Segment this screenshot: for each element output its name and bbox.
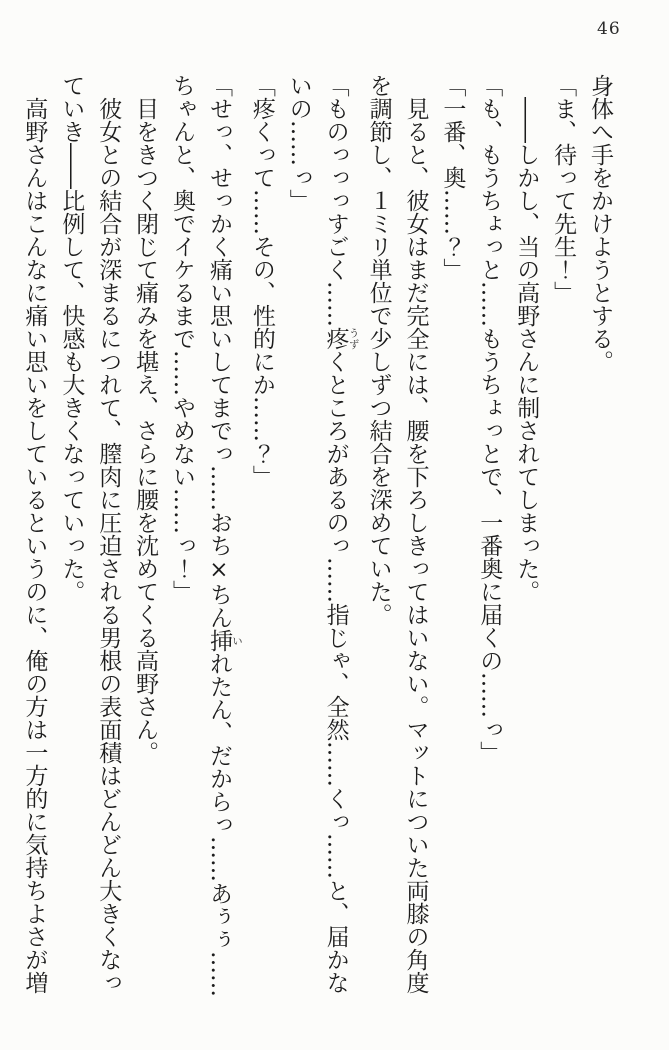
text-line: ていき――比例して、快感も大きくなっていった。 [58, 74, 85, 603]
furigana-ruby: 疼 うず [322, 327, 360, 350]
text-line: ――しかし、当の高野さんに制されてしまった。 [513, 97, 540, 603]
text-line: 「一番、奥……？」 [439, 74, 466, 281]
text-line: 見ると、彼女はまだ完全には、腰を下ろしきってはいない。マットについた両膝の角度 [402, 97, 429, 994]
text-line: ちゃんと、奥でイケるまで……やめない……っ！」 [169, 74, 196, 603]
text-line: 「ものっっっすごく……疼 うずくところがあるのっ……指じゃ、全然……くっ……と、届かな [322, 74, 360, 994]
text-line: 身体へ手をかけようとする。 [587, 74, 613, 373]
page-number: 46 [597, 19, 621, 39]
text-line: を調節し、１ミリ単位で少しずつ結合を深めていた。 [365, 74, 392, 626]
text-line: 「ま、待って先生！」 [550, 74, 577, 304]
text-line: 「疼くって……その、性的にか……？」 [248, 74, 275, 488]
text-line: 「も、もうちょっと……もうちょっとで、一番奥に届くの……っ」 [476, 74, 503, 764]
text-line: 彼女との結合が深まるにつれて、膣肉に圧迫される男根の表面積はどんどん大きくなっ [95, 97, 122, 994]
furigana-ruby: 挿 い [205, 629, 243, 652]
text-line: 目をきつく閉じて痛みを堪え、さらに腰を沈めてくる高野さん。 [132, 97, 159, 764]
text-block [16, 74, 619, 998]
text-line: いの……っ」 [285, 74, 312, 212]
text-line: 「せっ、せっかく痛い思いしてまでっ……おち×ちん挿 いれたん、だからっ……あぅぅ…… [205, 74, 243, 997]
text-line: 高野さんはこんなに痛い思いをしているというのに、俺の方は一方的に気持ちよさが増 [21, 97, 48, 994]
